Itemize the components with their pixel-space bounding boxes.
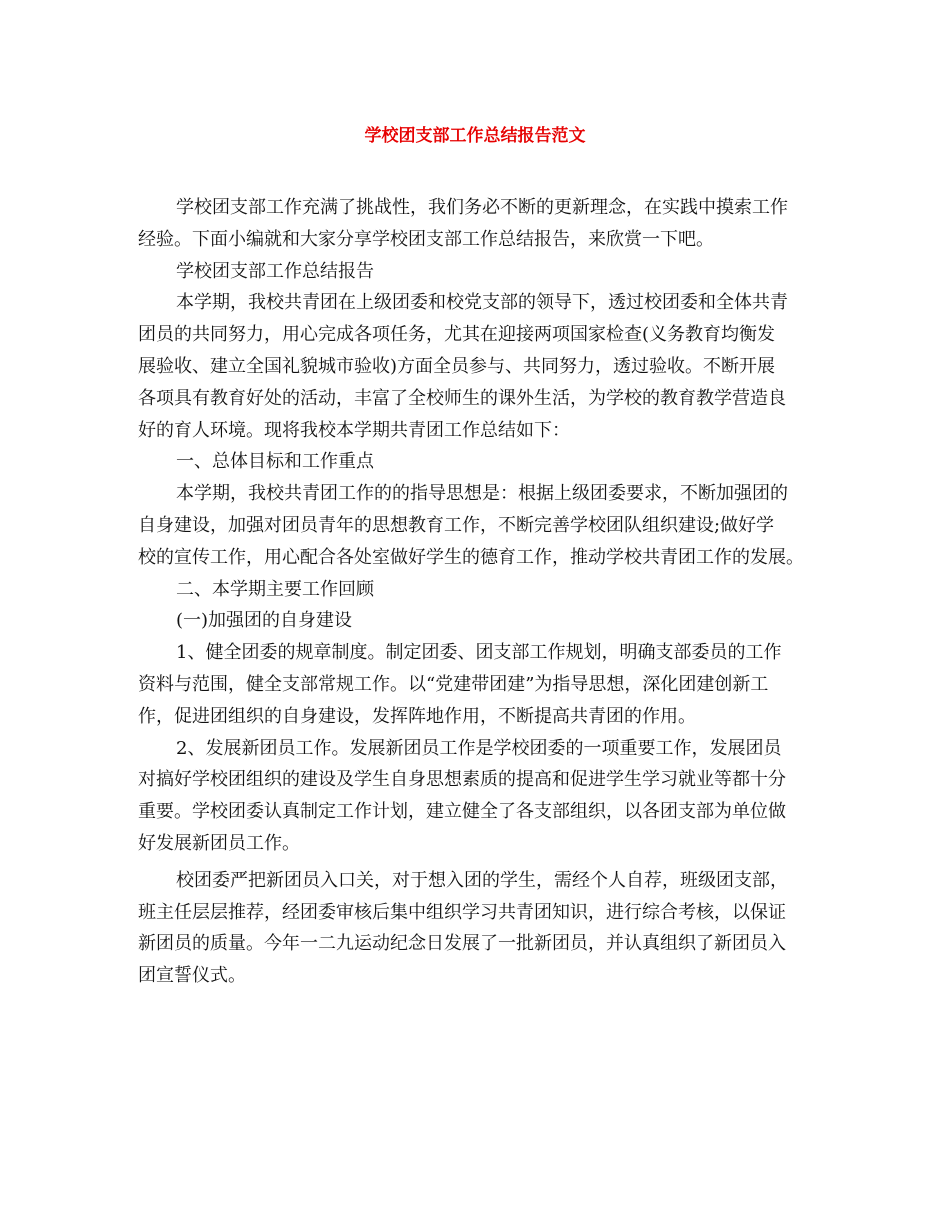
paragraph-subtitle bbox=[138, 256, 818, 288]
paragraph-admission bbox=[138, 865, 818, 992]
section-heading-goals bbox=[138, 446, 818, 478]
text-line: 班主任层层推荐，经团委审核后集中组织学习共青团知识，进行综合考核，以保证 bbox=[138, 901, 786, 923]
text-line: 学校团支部工作充满了挑战性，我们务必不断的更新理念，在实践中摸索工作 bbox=[176, 197, 788, 218]
text-line: 1、健全团委的规章制度。制定团委、团支部工作规划，明确支部委员的工作 bbox=[176, 642, 782, 664]
text-line: 经验。下面小编就和大家分享学校团支部工作总结报告，来欣赏一下吧。 bbox=[138, 228, 714, 250]
text-line: 资料与范围，健全支部常规工作。以“党建带团建”为指导思想，深化团建创新工 bbox=[138, 673, 769, 695]
text-line: 校团委严把新团员入口关，对于想入团的学生，需经个人自荐，班级团支部， bbox=[176, 869, 788, 891]
text-line: 二、本学期主要工作回顾 bbox=[176, 578, 374, 600]
text-line: 校的宣传工作，用心配合各处室做好学生的德育工作，推动学校共青团工作的发展。 bbox=[138, 546, 804, 568]
text-line: (一)加强团的自身建设 bbox=[176, 610, 353, 632]
text-line: 各项具有教育好处的活动，丰富了全校师生的课外生活，为学校的教育教学营造良 bbox=[138, 387, 786, 409]
section-heading-review bbox=[138, 574, 818, 606]
text-line: 对搞好学校团组织的建设及学生自身思想素质的提高和促进学生学习就业等都十分 bbox=[138, 769, 786, 791]
text-line: 团宣誓仪式。 bbox=[138, 965, 246, 987]
paragraph-goals bbox=[138, 478, 818, 573]
paragraph-overview bbox=[138, 287, 818, 446]
text-line: 一、总体目标和工作重点 bbox=[176, 451, 374, 473]
text-line: 好的育人环境。现将我校本学期共青团工作总结如下： bbox=[138, 419, 570, 441]
text-line: 自身建设，加强对团员青年的思想教育工作，不断完善学校团队组织建设;做好学 bbox=[138, 514, 775, 536]
document-title: 学校团支部工作总结报告范文 bbox=[364, 126, 586, 146]
text-line: 作，促进团组织的自身建设，发挥阵地作用，不断提高共青团的作用。 bbox=[138, 705, 696, 727]
text-line: 2、发展新团员工作。发展新团员工作是学校团委的一项重要工作，发展团员 bbox=[176, 737, 782, 759]
text-line: 学校团支部工作总结报告 bbox=[176, 260, 374, 282]
text-line: 本学期，我校共青团工作的的指导思想是：根据上级团委要求，不断加强团的 bbox=[176, 483, 788, 505]
text-line: 重要。学校团委认真制定工作计划，建立健全了各支部组织，以各团支部为单位做 bbox=[138, 801, 786, 823]
subsection-heading-self-building bbox=[138, 605, 818, 637]
text-line: 展验收、建立全国礼貌城市验收)方面全员参与、共同努力，透过验收。不断开展 bbox=[138, 355, 776, 377]
text-line: 好发展新团员工作。 bbox=[138, 832, 300, 854]
document-body bbox=[138, 192, 818, 992]
text-line: 本学期，我校共青团在上级团委和校党支部的领导下，透过校团委和全体共青 bbox=[176, 292, 788, 314]
text-line: 新团员的质量。今年一二九运动纪念日发展了一批新团员，并认真组织了新团员入 bbox=[138, 933, 786, 955]
text-line: 团员的共同努力，用心完成各项任务，尤其在迎接两项国家检查(义务教育均衡发 bbox=[138, 324, 776, 346]
paragraph-rules bbox=[138, 637, 818, 732]
paragraph-new-members bbox=[138, 733, 818, 860]
paragraph-intro bbox=[138, 192, 818, 256]
